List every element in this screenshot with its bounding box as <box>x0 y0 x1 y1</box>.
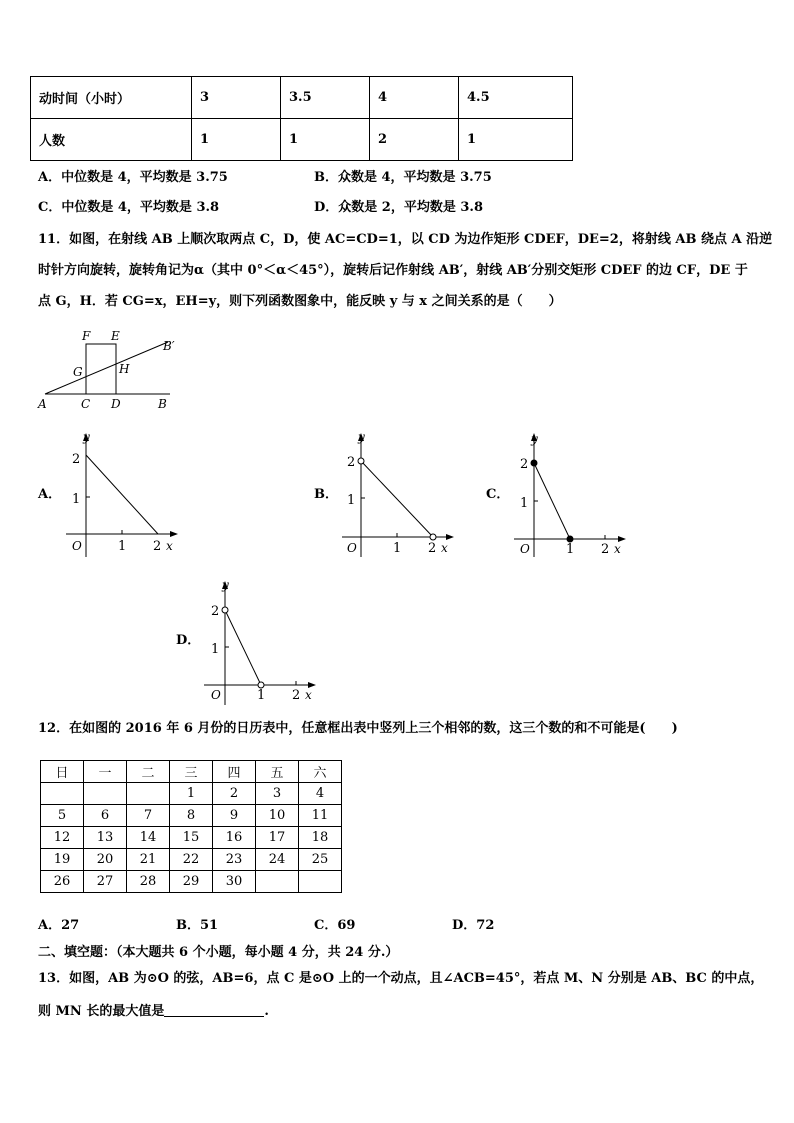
tick-1-x: 1 <box>566 542 575 557</box>
tick-2-y: 2 <box>520 457 529 472</box>
graph-a-label: A． <box>38 487 62 502</box>
q10-option-d: D．众数是 2，平均数是 3.8 <box>314 200 483 215</box>
calendar-cell: 22 <box>170 849 213 871</box>
calendar-cell: 10 <box>256 805 299 827</box>
graph-a <box>60 425 185 560</box>
table-cell: 3.5 <box>281 77 370 119</box>
tick-2-y: 2 <box>211 604 220 619</box>
calendar-row <box>41 871 342 893</box>
calendar-cell <box>84 783 127 805</box>
q10-option-a: A．中位数是 4，平均数是 3.75 <box>38 170 228 185</box>
calendar-cell: 12 <box>41 827 84 849</box>
origin-label: O <box>520 542 530 556</box>
tick-1-y: 1 <box>72 492 81 507</box>
label-b-prime: B′ <box>163 339 175 353</box>
calendar-header-cell: 二 <box>127 761 170 783</box>
table-row <box>31 119 573 161</box>
calendar-cell: 13 <box>84 827 127 849</box>
q10-option-c: C．中位数是 4，平均数是 3.8 <box>38 200 220 215</box>
tick-2-x: 2 <box>292 688 301 703</box>
graph-b-label: B． <box>314 487 338 502</box>
calendar-header-cell: 六 <box>299 761 342 783</box>
calendar-cell: 4 <box>299 783 342 805</box>
table-cell: 4 <box>370 77 459 119</box>
tick-2-y: 2 <box>347 455 356 470</box>
calendar-row <box>41 805 342 827</box>
calendar-cell: 14 <box>127 827 170 849</box>
q11-text-line2: 时针方向旋转，旋转角记为α（其中 0°＜α＜45°），旋转后记作射线 AB′，射线 AB′分别交矩形 CDEF 的边 CF，DE 于 <box>38 263 748 278</box>
tick-2-x: 2 <box>601 542 610 557</box>
tick-1-y: 1 <box>520 496 529 511</box>
origin-label: O <box>211 688 221 702</box>
x-axis-label: x <box>614 542 621 556</box>
q10-option-b: B．众数是 4，平均数是 3.75 <box>314 170 492 185</box>
table-cell: 1 <box>281 119 370 161</box>
q12-option-a: A．27 <box>38 918 80 933</box>
tick-1-y: 1 <box>347 493 356 508</box>
origin-label: O <box>72 539 82 553</box>
calendar-cell: 15 <box>170 827 213 849</box>
tick-1-x: 1 <box>118 539 127 554</box>
q11-text-line3: 点 G，H．若 CG=x，EH=y，则下列函数图象中，能反映 y 与 x 之间关系的是（ ） <box>38 294 562 309</box>
q12-text: 12．在如图的 2016 年 6 月份的日历表中，任意框出表中竖列上三个相邻的数，这三个数的和不可能是( ) <box>38 721 678 736</box>
calendar-row <box>41 849 342 871</box>
tick-2-x: 2 <box>428 541 437 556</box>
calendar-row <box>41 827 342 849</box>
table-cell: 3 <box>192 77 281 119</box>
q13-text-line2 <box>38 1002 269 1021</box>
calendar-cell: 5 <box>41 805 84 827</box>
calendar-header-cell: 四 <box>213 761 256 783</box>
calendar-cell: 28 <box>127 871 170 893</box>
q13-suffix: . <box>264 1004 269 1019</box>
calendar-cell: 8 <box>170 805 213 827</box>
origin-label: O <box>347 541 357 555</box>
table-cell: 1 <box>459 119 573 161</box>
tick-2-x: 2 <box>153 539 162 554</box>
table-cell: 动时间（小时） <box>31 77 192 119</box>
calendar-cell: 18 <box>299 827 342 849</box>
label-d: D <box>111 397 121 411</box>
y-axis-label: y <box>531 432 538 446</box>
calendar-table <box>40 760 342 893</box>
calendar-cell: 9 <box>213 805 256 827</box>
tick-1-x: 1 <box>257 688 266 703</box>
calendar-cell: 16 <box>213 827 256 849</box>
table-cell: 4.5 <box>459 77 573 119</box>
graph-d-label: D． <box>176 633 201 648</box>
label-a: A <box>38 397 47 411</box>
calendar-cell: 2 <box>213 783 256 805</box>
calendar-header-row <box>41 761 342 783</box>
calendar-cell: 17 <box>256 827 299 849</box>
q13-prefix: 则 MN 长的最大值是 <box>38 1004 165 1019</box>
calendar-cell: 23 <box>213 849 256 871</box>
label-g: G <box>73 365 83 379</box>
graph-d <box>198 573 323 708</box>
calendar-cell: 1 <box>170 783 213 805</box>
calendar-cell: 24 <box>256 849 299 871</box>
calendar-cell: 25 <box>299 849 342 871</box>
calendar-cell: 26 <box>41 871 84 893</box>
tick-1-x: 1 <box>393 541 402 556</box>
q12-option-b: B．51 <box>176 918 219 933</box>
y-axis-label: y <box>222 578 229 592</box>
calendar-cell: 27 <box>84 871 127 893</box>
calendar-cell <box>256 871 299 893</box>
calendar-cell: 29 <box>170 871 213 893</box>
calendar-cell: 30 <box>213 871 256 893</box>
q12-option-d: D．72 <box>452 918 495 933</box>
label-h: H <box>119 362 130 376</box>
calendar-header-cell: 一 <box>84 761 127 783</box>
tick-2-y: 2 <box>72 452 81 467</box>
calendar-cell: 6 <box>84 805 127 827</box>
y-axis-label: y <box>358 430 365 444</box>
table-cell: 2 <box>370 119 459 161</box>
calendar-cell: 19 <box>41 849 84 871</box>
q11-rectangle-figure <box>30 325 190 415</box>
label-e: E <box>111 329 120 343</box>
calendar-cell <box>127 783 170 805</box>
q11-text-line1: 11．如图，在射线 AB 上顺次取两点 C，D，使 AC=CD=1，以 CD 为边作矩形 CDEF，DE=2，将射线 AB 绕点 A 沿逆 <box>38 232 773 247</box>
table-cell: 人数 <box>31 119 192 161</box>
calendar-cell: 20 <box>84 849 127 871</box>
calendar-cell: 3 <box>256 783 299 805</box>
q13-text-line1: 13．如图，AB 为⊙O 的弦，AB=6，点 C 是⊙O 上的一个动点，且∠ACB=45°，若点 M、N 分别是 AB、BC 的中点， <box>38 971 764 986</box>
x-axis-label: x <box>166 539 173 553</box>
activity-time-table <box>30 76 573 161</box>
y-axis-label: y <box>83 430 90 444</box>
tick-1-y: 1 <box>211 642 220 657</box>
graph-c-label: C． <box>486 487 510 502</box>
x-axis-label: x <box>441 541 448 555</box>
label-f: F <box>82 329 91 343</box>
calendar-cell: 7 <box>127 805 170 827</box>
calendar-cell <box>41 783 84 805</box>
calendar-header-cell: 五 <box>256 761 299 783</box>
calendar-row <box>41 783 342 805</box>
table-cell: 1 <box>192 119 281 161</box>
calendar-cell: 11 <box>299 805 342 827</box>
calendar-header-cell: 三 <box>170 761 213 783</box>
label-b: B <box>158 397 167 411</box>
x-axis-label: x <box>305 688 312 702</box>
label-c: C <box>81 397 91 411</box>
q12-option-c: C．69 <box>314 918 356 933</box>
calendar-cell: 21 <box>127 849 170 871</box>
calendar-cell <box>299 871 342 893</box>
graph-b <box>336 425 461 560</box>
calendar-header-cell: 日 <box>41 761 84 783</box>
section-heading: 二、填空题：（本大题共 6 个小题，每小题 4 分，共 24 分.） <box>38 945 399 960</box>
table-row <box>31 77 573 119</box>
graph-c <box>508 425 633 560</box>
answer-blank <box>164 1002 264 1017</box>
